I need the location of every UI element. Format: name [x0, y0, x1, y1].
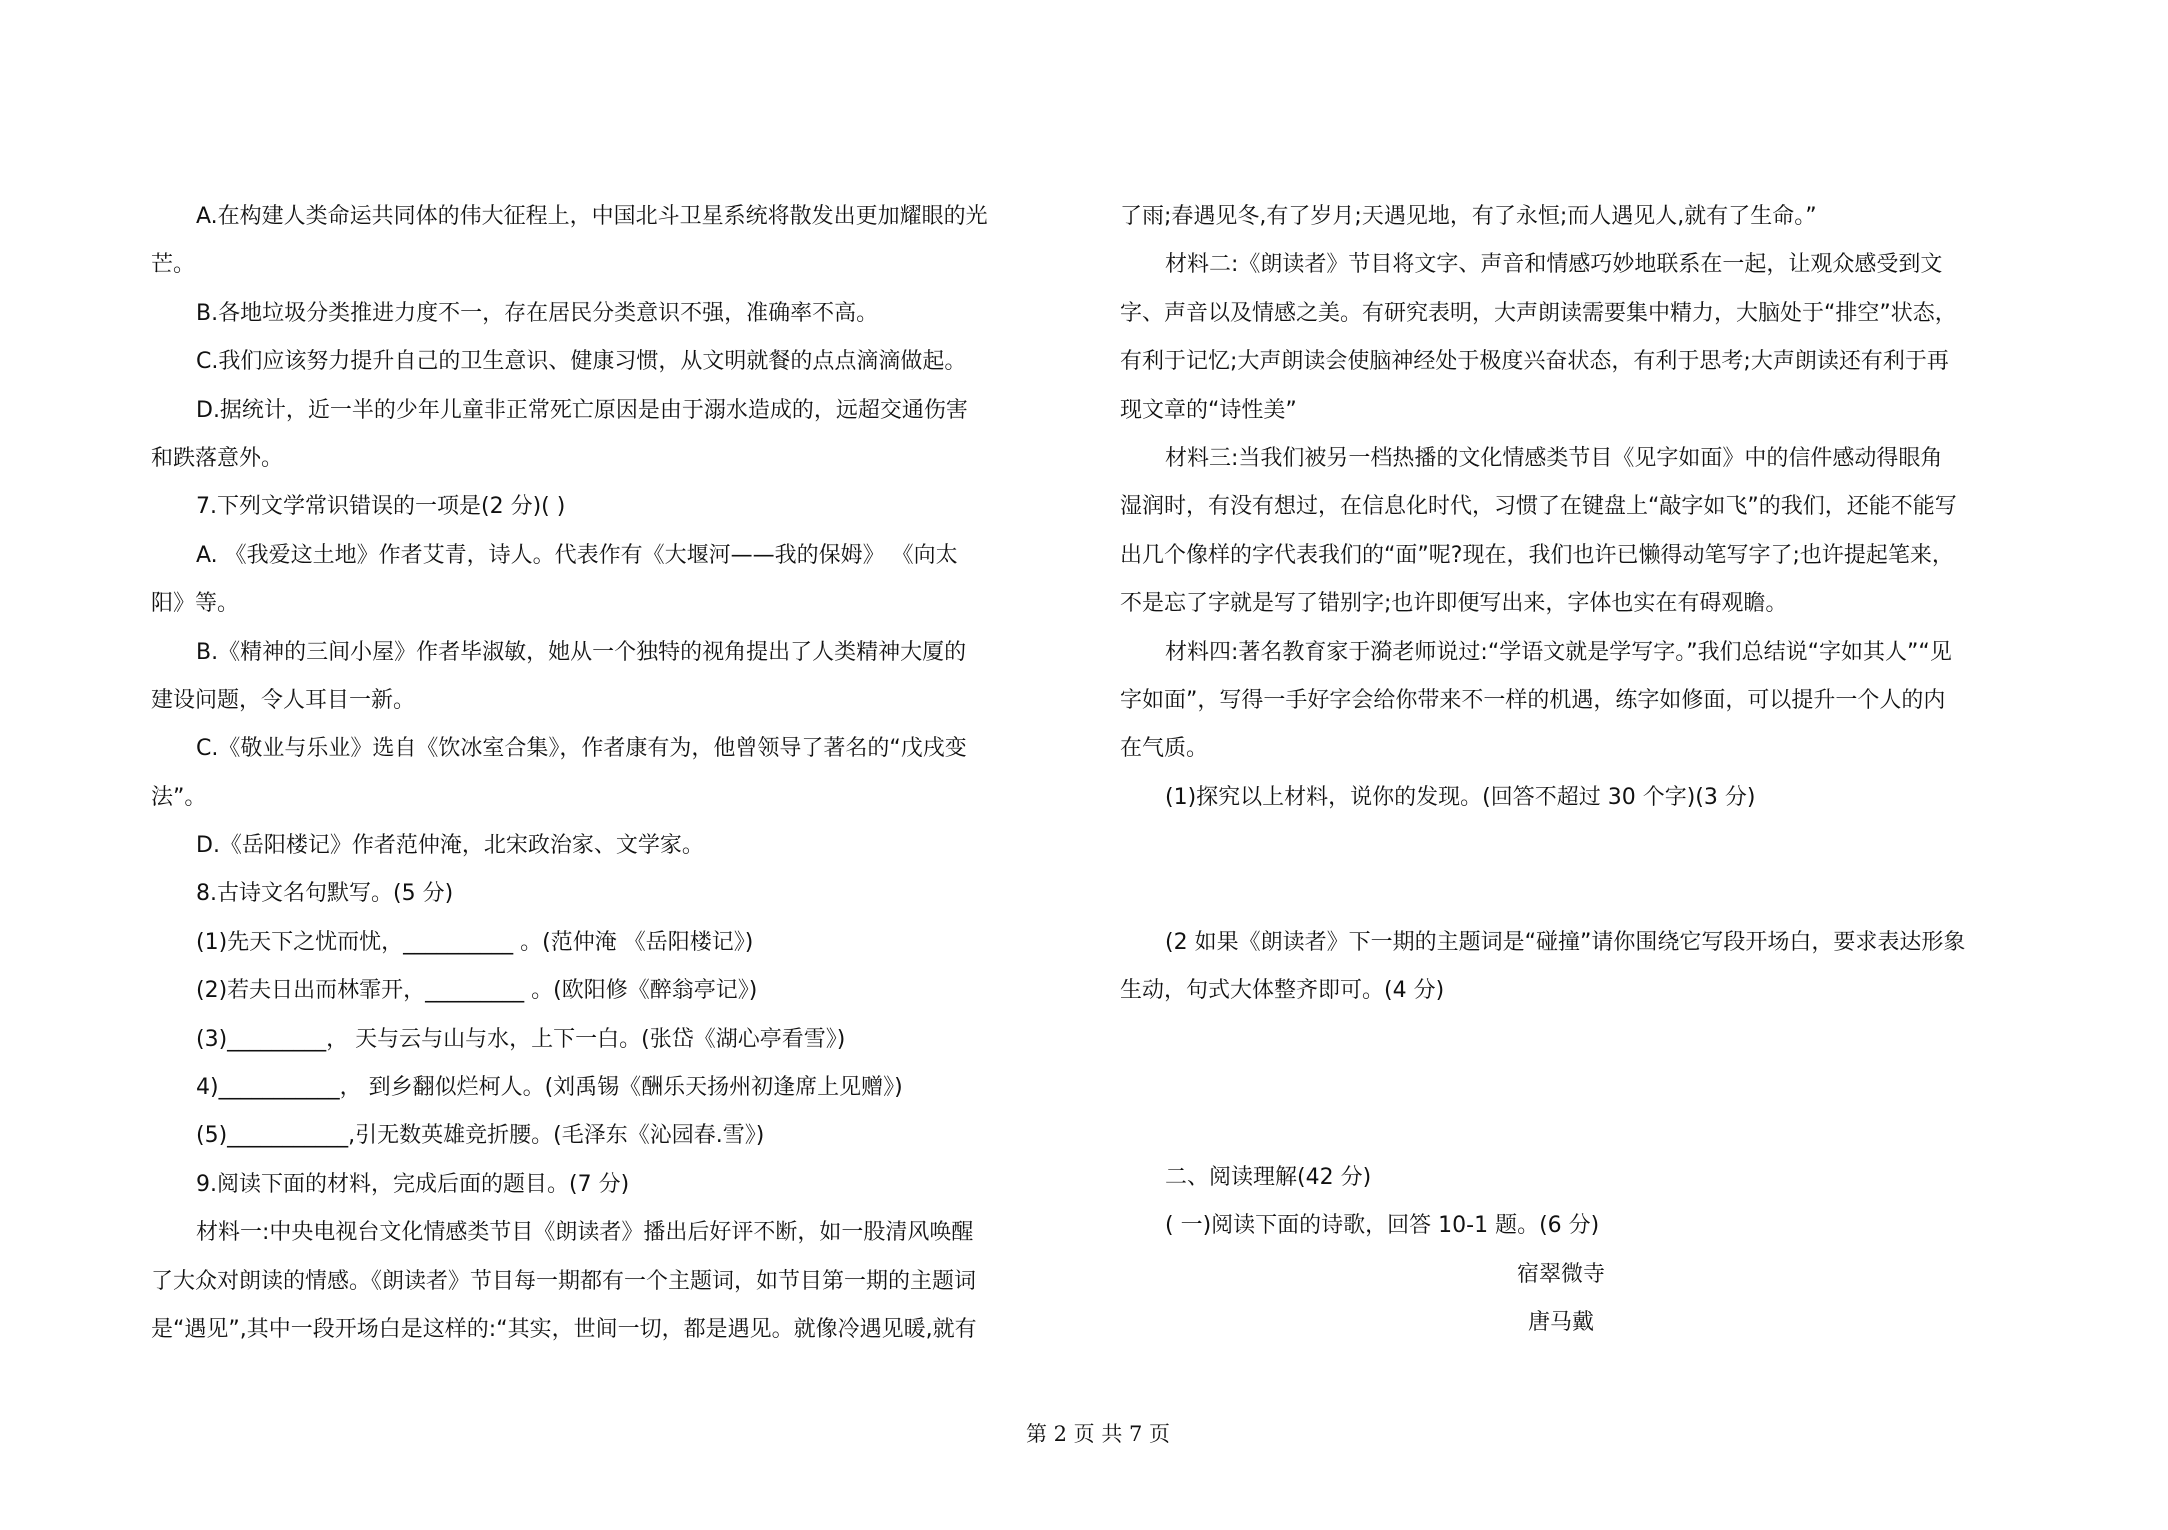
answer-space	[1120, 870, 1970, 918]
text-line: B.各地垃圾分类推进力度不一，存在居民分类意识不强，准确率不高。	[196, 300, 879, 326]
text-line: C.我们应该努力提升自己的卫生意识、健康习惯，从文明就餐的点点滴滴做起。	[196, 349, 967, 375]
text-line: 材料四:著名教育家于漪老师说过:“学语文就是学写字。”我们总结说“字如其人”“见	[1165, 639, 1952, 665]
poem-author: 唐马戴	[1527, 1310, 1595, 1335]
text-line: 出几个像样的字代表我们的“面”呢?现在，我们也许已懒得动笔写字了;也许提起笔来，	[1120, 542, 1954, 568]
fill-blank-item: (3)_________， 天与云与山与水，上下一白。(张岱《湖心亭看雪》)	[196, 1026, 846, 1052]
text-line: 字、声音以及情感之美。有研究表明，大声朗读需要集中精力，大脑处于“排空”状态，	[1120, 300, 1957, 326]
question-9: 9.阅读下面的材料，完成后面的题目。(7 分)	[196, 1171, 630, 1197]
text-line: 湿润时，有没有想过，在信息化时代，习惯了在键盘上“敲字如飞”的我们，还能不能写	[1120, 494, 1957, 520]
poem-title: 宿翠微寺	[1516, 1262, 1606, 1287]
text-line: 和跌落意外。	[151, 445, 284, 471]
text-line: 字如面”，写得一手好字会给你带来不一样的机遇，练字如修面，可以提升一个人的内	[1120, 687, 1946, 713]
text-line: A. 《我爱这土地》作者艾青，诗人。代表作有《大堰河——我的保姆》 《向太	[196, 542, 958, 568]
right-column	[1120, 193, 1970, 1016]
text-line: 材料三:当我们被另一档热播的文化情感类节目《见字如面》中的信件感动得眼角	[1165, 445, 1943, 471]
fill-blank-item: (2)若夫日出而林霏开，_________ 。(欧阳修《醉翁亭记》)	[196, 978, 758, 1004]
text-line: 了大众对朗读的情感。《朗读者》节目每一期都有一个主题词，如节目第一期的主题词	[151, 1268, 977, 1294]
text-line: 有利于记忆;大声朗读会使脑神经处于极度兴奋状态，有利于思考;大声朗读还有利于再	[1120, 349, 1949, 375]
question-7: 7.下列文学常识错误的一项是(2 分)( )	[196, 494, 566, 520]
text-line: 了雨;春遇见冬,有了岁月;天遇见地，有了永恒;而人遇见人,就有了生命。”	[1120, 204, 1817, 229]
text-line: 阳》等。	[151, 591, 240, 617]
text-line: 生动，句式大体整齐即可。(4 分)	[1120, 978, 1445, 1004]
sub-question-2: (2 如果《朗读者》下一期的主题词是“碰撞”请你围绕它写段开场白，要求表达形象	[1165, 929, 1966, 955]
text-line: D.《岳阳楼记》作者范仲淹，北宋政治家、文学家。	[196, 833, 704, 859]
text-line: 现文章的“诗性美”	[1120, 397, 1297, 423]
fill-blank-item: 4)___________， 到乡翻似烂柯人。(刘禹锡《酬乐天扬州初逢席上见赠》)	[196, 1075, 903, 1101]
text-line: 材料二:《朗读者》节目将文字、声音和情感巧妙地联系在一起，让观众感受到文	[1165, 252, 1943, 278]
subsection-title: ( 一)阅读下面的诗歌，回答 10-1 题。(6 分)	[1165, 1213, 1600, 1238]
text-line: B.《精神的三间小屋》作者毕淑敏，她从一个独特的视角提出了人类精神大厦的	[196, 639, 967, 665]
text-line: 芒。	[151, 252, 196, 278]
text-line: D.据统计，近一半的少年儿童非正常死亡原因是由于溺水造成的，远超交通伤害	[196, 397, 968, 423]
text-line: 材料一:中央电视台文化情感类节目《朗读者》播出后好评不断，如一股清风唤醒	[196, 1220, 974, 1246]
text-line: 在气质。	[1120, 736, 1209, 762]
text-line: A.在构建人类命运共同体的伟大征程上，中国北斗卫星系统将散发出更加耀眼的光	[196, 204, 988, 229]
text-line: 建设问题，令人耳目一新。	[151, 687, 416, 713]
fill-blank-item: (1)先天下之忧而忧，__________ 。(范仲淹 《岳阳楼记》)	[196, 929, 754, 955]
text-line: 不是忘了字就是写了错别字;也许即便写出来，字体也实在有碍观瞻。	[1120, 591, 1788, 617]
answer-space	[1120, 822, 1970, 870]
section-title: 二、阅读理解(42 分)	[1165, 1165, 1372, 1190]
question-8: 8.古诗文名句默写。(5 分)	[196, 881, 454, 907]
left-column	[151, 193, 1001, 1354]
text-line: 法”。	[151, 784, 207, 810]
text-line: 是“遇见”,其中一段开场白是这样的:“其实，世间一切，都是遇见。就像冷遇见暖,就有	[151, 1316, 977, 1342]
fill-blank-item: (5)___________,引无数英雄竞折腰。(毛泽东《沁园春.雪》)	[196, 1123, 765, 1149]
page-number: 第 2 页 共 7 页	[1025, 1422, 1171, 1446]
sub-question-1: (1)探究以上材料，说你的发现。(回答不超过 30 个字)(3 分)	[1165, 784, 1756, 810]
text-line: C.《敬业与乐业》选自《饮冰室合集》，作者康有为，他曾领导了著名的“戊戌变	[196, 736, 967, 762]
